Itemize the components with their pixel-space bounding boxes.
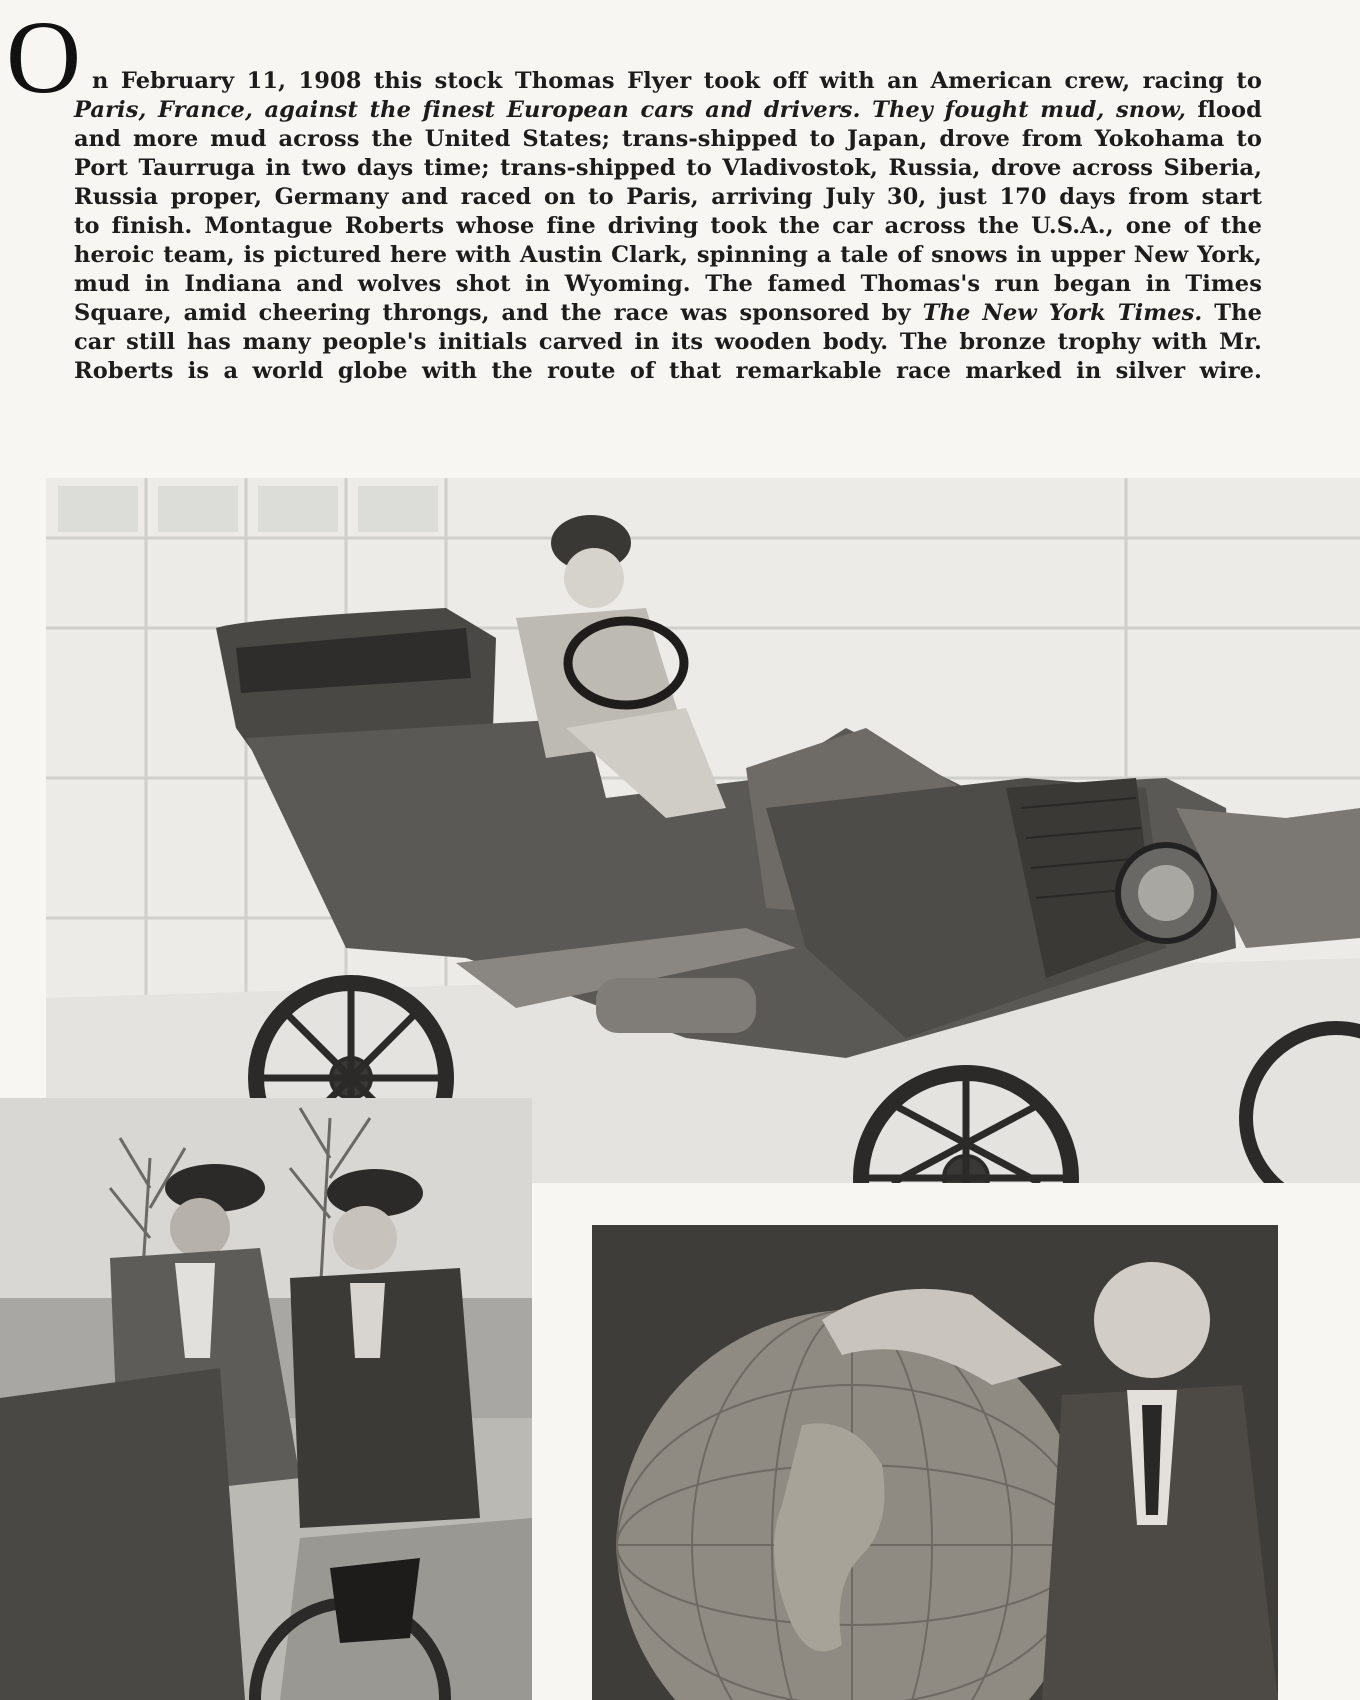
paragraph-line bbox=[74, 273, 1262, 296]
paragraph-line bbox=[74, 157, 1262, 180]
text-span: to finish. Montague Roberts whose fine driving took the car across the U.S.A., one of the bbox=[74, 213, 1262, 239]
text-span: The bbox=[1202, 300, 1262, 326]
text-span: heroic team, is pictured here with Austin Clark, spinning a tale of snows in upper New York, bbox=[74, 242, 1262, 268]
text-span: Roberts is a world globe with the route of that remarkable race marked in silver wire. bbox=[74, 358, 1262, 384]
paragraph-line bbox=[74, 99, 1262, 122]
text-span: car still has many people's initials carved in its wooden body. The bronze trophy with Mr. bbox=[74, 329, 1262, 355]
text-span: n February 11, 1908 this stock Thomas Flyer took off with an American crew, racing to bbox=[92, 68, 1262, 94]
paragraph-line bbox=[74, 128, 1262, 151]
globe-photo bbox=[592, 1225, 1278, 1700]
drop-cap: O bbox=[6, 0, 82, 115]
text-span: Port Taurruga in two days time; trans-shipped to Vladivostok, Russia, drove across Siberia, bbox=[74, 155, 1262, 181]
text-span: flood bbox=[1185, 97, 1262, 123]
paragraph-line bbox=[74, 302, 1262, 325]
paragraph-line bbox=[74, 186, 1262, 209]
italic-span: The New York Times. bbox=[922, 300, 1203, 326]
paragraph-line bbox=[74, 331, 1262, 354]
text-span: Russia proper, Germany and raced on to Paris, arriving July 30, just 170 days from start bbox=[74, 184, 1262, 210]
text-span: and more mud across the United States; trans-shipped to Japan, drove from Yokohama to bbox=[74, 126, 1262, 152]
text-span: mud in Indiana and wolves shot in Wyoming. The famed Thomas's run began in Times bbox=[74, 271, 1262, 297]
paragraph-line bbox=[74, 215, 1262, 238]
paragraph-line bbox=[74, 360, 1262, 383]
paragraph-line bbox=[92, 70, 1262, 93]
italic-span: Paris, France, against the finest European cars and drivers. They fought mud, snow, bbox=[74, 97, 1186, 123]
paragraph-line bbox=[74, 244, 1262, 267]
two-men-photo bbox=[0, 1098, 532, 1700]
text-span: Square, amid cheering throngs, and the race was sponsored by bbox=[74, 300, 923, 326]
car-photo bbox=[46, 478, 1360, 1183]
